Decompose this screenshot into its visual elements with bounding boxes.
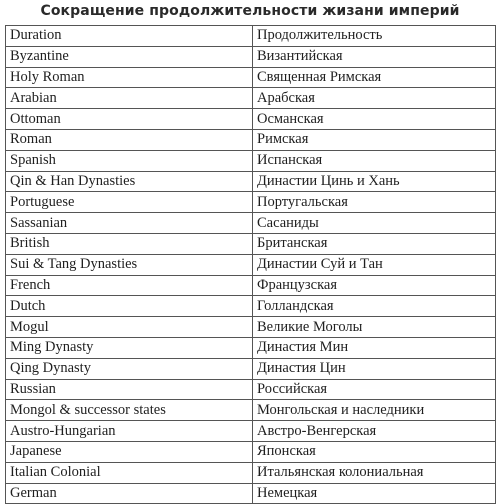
table-row [6, 88, 496, 109]
cell-en: Ottoman [6, 109, 253, 130]
cell-ru: Итальянская колониальная [253, 462, 496, 483]
cell-ru: Австро-Венгерская [253, 421, 496, 442]
cell-en: Italian Colonial [6, 462, 253, 483]
page-title: Сокращение продолжительности жизани империй [40, 3, 460, 19]
cell-ru: Арабская [253, 88, 496, 109]
cell-ru: Династии Цинь и Хань [253, 171, 496, 192]
table-row [6, 317, 496, 338]
cell-ru: Голландская [253, 296, 496, 317]
cell-en: Portuguese [6, 192, 253, 213]
table-row [6, 400, 496, 421]
cell-ru: Династия Мин [253, 337, 496, 358]
cell-en: Austro-Hungarian [6, 421, 253, 442]
cell-ru: Монгольская и наследники [253, 400, 496, 421]
table-body [6, 26, 496, 504]
cell-en: Qin & Han Dynasties [6, 171, 253, 192]
cell-en: French [6, 275, 253, 296]
cell-en: Byzantine [6, 46, 253, 67]
table-row [6, 46, 496, 67]
cell-ru: Японская [253, 441, 496, 462]
table-row [6, 171, 496, 192]
header-cell-en: Duration [6, 26, 253, 47]
cell-en: Spanish [6, 150, 253, 171]
table-row [6, 462, 496, 483]
cell-en: Holy Roman [6, 67, 253, 88]
cell-ru: Династия Цин [253, 358, 496, 379]
table-row [6, 213, 496, 234]
cell-ru: Британская [253, 233, 496, 254]
table-row [6, 337, 496, 358]
cell-ru: Португальская [253, 192, 496, 213]
cell-ru: Французская [253, 275, 496, 296]
cell-en: German [6, 483, 253, 504]
cell-ru: Российская [253, 379, 496, 400]
cell-en: Sassanian [6, 213, 253, 234]
cell-en: Ming Dynasty [6, 337, 253, 358]
table-row [6, 358, 496, 379]
cell-ru: Династии Суй и Тан [253, 254, 496, 275]
cell-ru: Римская [253, 129, 496, 150]
table-row [6, 441, 496, 462]
empires-table [5, 25, 496, 504]
cell-en: Russian [6, 379, 253, 400]
table-row [6, 296, 496, 317]
table-row [6, 254, 496, 275]
table-row [6, 192, 496, 213]
cell-ru: Сасаниды [253, 213, 496, 234]
cell-ru: Испанская [253, 150, 496, 171]
cell-en: Arabian [6, 88, 253, 109]
cell-ru: Османская [253, 109, 496, 130]
cell-en: Dutch [6, 296, 253, 317]
cell-ru: Священная Римская [253, 67, 496, 88]
cell-ru: Византийская [253, 46, 496, 67]
table-row [6, 421, 496, 442]
table-row [6, 275, 496, 296]
cell-ru: Немецкая [253, 483, 496, 504]
cell-ru: Великие Моголы [253, 317, 496, 338]
header-cell-ru: Продолжительность [253, 26, 496, 47]
cell-en: Mongol & successor states [6, 400, 253, 421]
table-row [6, 379, 496, 400]
cell-en: British [6, 233, 253, 254]
table-header-row [6, 26, 496, 47]
cell-en: Sui & Tang Dynasties [6, 254, 253, 275]
table-row [6, 67, 496, 88]
table-row [6, 129, 496, 150]
table-row [6, 150, 496, 171]
cell-en: Japanese [6, 441, 253, 462]
cell-en: Qing Dynasty [6, 358, 253, 379]
cell-en: Mogul [6, 317, 253, 338]
table-row [6, 109, 496, 130]
table-row [6, 233, 496, 254]
table-row [6, 483, 496, 504]
cell-en: Roman [6, 129, 253, 150]
